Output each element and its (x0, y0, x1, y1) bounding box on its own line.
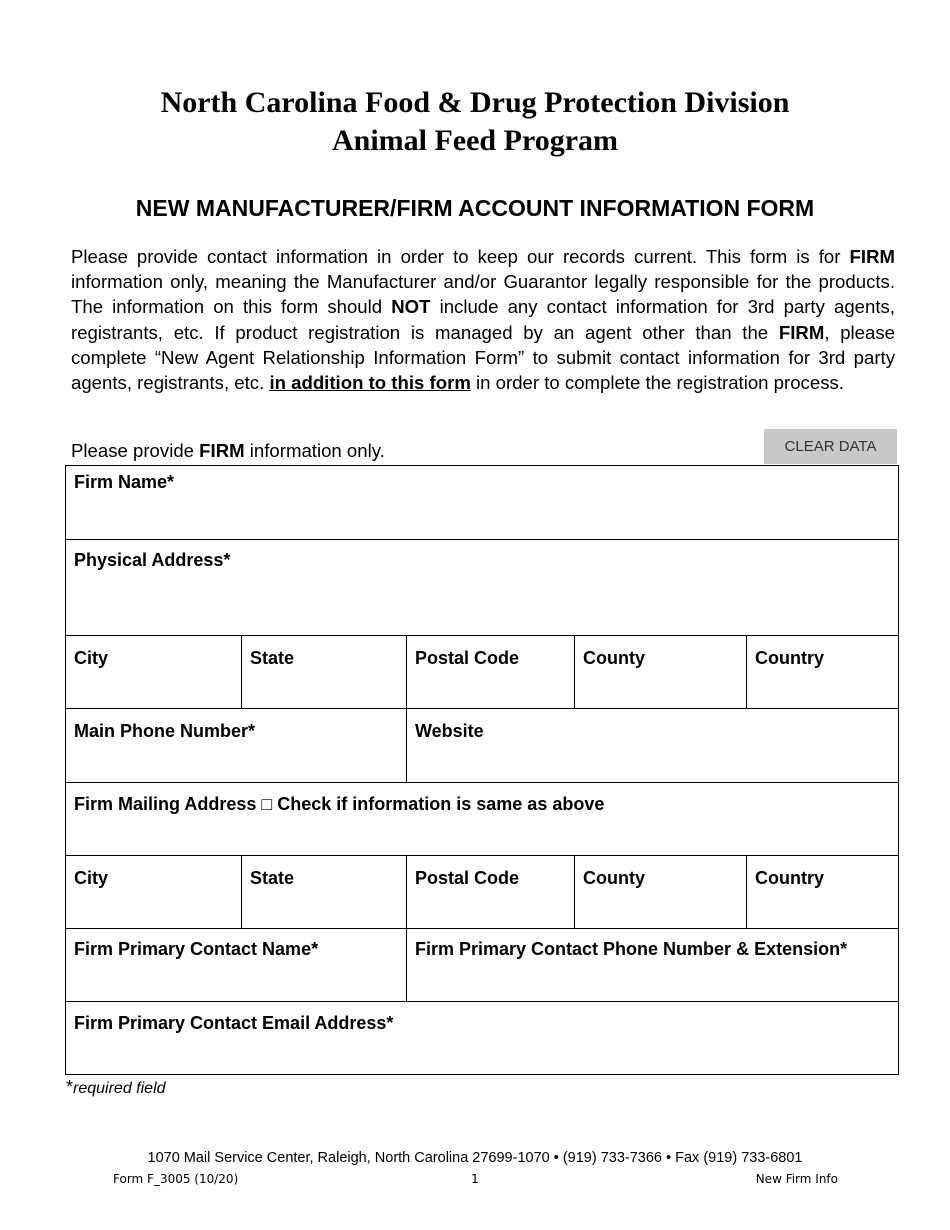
firm-info-table (65, 465, 898, 1074)
mailing-country-field[interactable] (746, 855, 898, 928)
postal-code-label: Postal Code (415, 648, 520, 668)
mailing-county-label: County (583, 868, 645, 888)
mailing-city-field[interactable] (65, 855, 241, 928)
mailing-address-label: Firm Mailing Address □ Check if information is same as above (74, 794, 605, 814)
footer-address: 1070 Mail Service Center, Raleigh, North Carolina 27699-1070 • (919) 733-7366 • Fax (919) 733-6801 (147, 1150, 803, 1166)
intro-paragraph: Please provide contact information in order to keep our records current. This form is for FIRM information only, meaning the Manufacturer and/or Guarantor legally responsible for the products. The information on this form should NOT include any contact information for 3rd party agents, registrants, etc. If product registration is managed by an agent other than the FIRM, please complete “New Agent Relationship Information Form” to submit contact information for 3rd party agents, registrants, etc. in addition to this form in order to complete the registration process. (71, 246, 896, 394)
mailing-county-field[interactable] (574, 855, 746, 928)
postal-code-field[interactable] (406, 635, 574, 708)
mailing-state-field[interactable] (241, 855, 406, 928)
country-label: Country (755, 648, 824, 668)
mailing-address-field[interactable] (65, 782, 898, 855)
contact-phone-field[interactable] (406, 928, 898, 1001)
clear-data-button[interactable]: CLEAR DATA (764, 429, 897, 464)
mailing-postal-code-field[interactable] (406, 855, 574, 928)
city-field[interactable] (65, 635, 241, 708)
website-field[interactable] (406, 708, 898, 782)
mailing-postal-code-label: Postal Code (415, 868, 520, 888)
program-title-line1: North Carolina Food & Drug Protection Division (160, 86, 790, 119)
contact-email-field[interactable] (65, 1001, 898, 1074)
mailing-state-label: State (250, 868, 295, 888)
form-number: Form F_3005 (10/20) (113, 1172, 239, 1186)
county-label: County (583, 648, 645, 668)
state-field[interactable] (241, 635, 406, 708)
contact-email-label: Firm Primary Contact Email Address* (74, 1013, 394, 1033)
firm-name-field[interactable] (65, 465, 898, 539)
required-field-note: *required field (66, 1077, 166, 1097)
document-name: New Firm Info (755, 1172, 838, 1186)
program-title-line2: Animal Feed Program (331, 124, 619, 157)
main-phone-label: Main Phone Number* (74, 721, 256, 741)
physical-address-field[interactable] (65, 539, 898, 635)
mailing-country-label: Country (755, 868, 824, 888)
state-label: State (250, 648, 295, 668)
contact-phone-label: Firm Primary Contact Phone Number & Extension* (415, 939, 848, 959)
mailing-city-label: City (74, 868, 109, 888)
main-phone-field[interactable] (65, 708, 406, 782)
firm-name-label: Firm Name* (74, 472, 175, 492)
country-field[interactable] (746, 635, 898, 708)
page-number: 1 (471, 1172, 479, 1186)
website-label: Website (415, 721, 484, 741)
city-label: City (74, 648, 109, 668)
provide-firm-note: Please provide FIRM information only. (71, 440, 385, 461)
contact-name-label: Firm Primary Contact Name* (74, 939, 319, 959)
contact-name-field[interactable] (65, 928, 406, 1001)
physical-address-label: Physical Address* (74, 550, 231, 570)
form-title: NEW MANUFACTURER/FIRM ACCOUNT INFORMATION FORM (135, 195, 815, 221)
county-field[interactable] (574, 635, 746, 708)
